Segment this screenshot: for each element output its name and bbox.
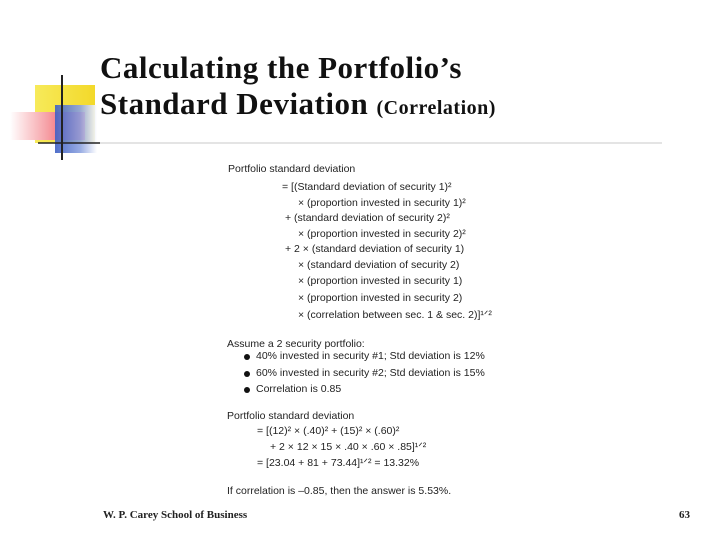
formula-line: × (proportion invested in security 1)	[298, 275, 463, 287]
formula-line: × (correlation between sec. 1 & sec. 2)]¹ᐟ²	[298, 309, 492, 321]
footer-school: W. P. Carey School of Business	[103, 509, 248, 521]
conclusion-text: If correlation is –0.85, then the answer is 5.53%.	[227, 485, 452, 497]
calc-line: = [23.04 + 81 + 73.44]¹ᐟ² = 13.32%	[257, 457, 420, 469]
bullet-dot	[244, 371, 250, 377]
formula-line: = [(Standard deviation of security 1)²	[282, 181, 452, 193]
page-number: 63	[679, 509, 690, 521]
formula-line: × (proportion invested in security 2)	[298, 292, 463, 304]
title-line-1: Calculating the Portfolio’s	[100, 50, 462, 85]
calc-heading: Portfolio standard deviation	[227, 410, 355, 422]
bullet-dot	[244, 354, 250, 360]
title-suffix: (Correlation)	[376, 97, 496, 119]
bullet-item: Correlation is 0.85	[256, 383, 342, 395]
assume-heading: Assume a 2 security portfolio:	[227, 338, 365, 350]
bullet-dot	[244, 387, 250, 393]
formula-line: × (standard deviation of security 2)	[298, 259, 460, 271]
bullet-item: 60% invested in security #2; Std deviation is 15%	[256, 367, 485, 379]
calc-line: + 2 × 12 × 15 × .40 × .60 × .85]¹ᐟ²	[270, 441, 427, 453]
formula-line: + (standard deviation of security 2)²	[285, 212, 450, 224]
formula-line: × (proportion invested in security 2)²	[298, 228, 466, 240]
bullet-item: 40% invested in security #1; Std deviation is 12%	[256, 350, 485, 362]
title-line-2-main: Standard Deviation	[100, 86, 369, 121]
formula-line: + 2 × (standard deviation of security 1)	[285, 243, 465, 255]
title-line-2	[100, 86, 700, 126]
calc-line: = [(12)² × (.40)² + (15)² × (.60)²	[257, 425, 400, 437]
formula-heading: Portfolio standard deviation	[228, 163, 356, 175]
slide-title	[100, 50, 700, 126]
formula-line: × (proportion invested in security 1)²	[298, 197, 466, 209]
